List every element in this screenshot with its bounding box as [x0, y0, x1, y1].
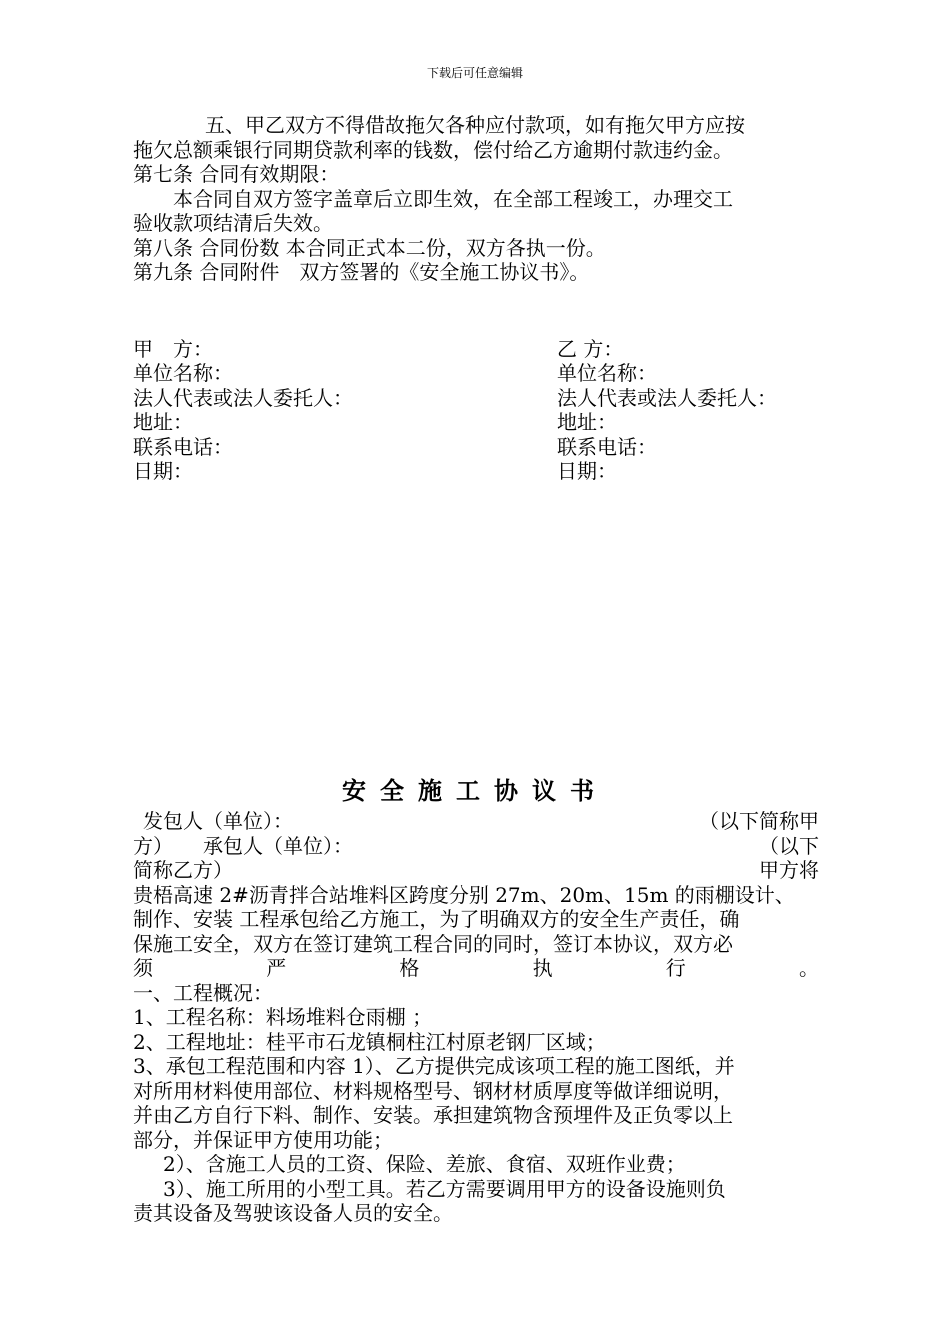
- agreement-line: 贵梧高速 2#沥青拌合站堆料区跨度分别 27m、20m、15m 的雨棚设计、: [133, 883, 795, 907]
- agreement-line: 并由乙方自行下料、制作、安装。承担建筑物含预埋件及正负零以上: [133, 1103, 733, 1127]
- agreement-char: 须: [133, 956, 153, 980]
- agreement-line: 2、工程地址：桂平市石龙镇桐柱江村原老钢厂区域；: [133, 1030, 606, 1054]
- party-a-label: 甲 方：: [133, 337, 213, 361]
- agreement-char: 严: [266, 956, 287, 980]
- party-b-unit: 单位名称：: [557, 361, 657, 385]
- agreement-line: 2）、含施工人员的工资、保险、差旅、食宿、双班作业费；: [163, 1152, 686, 1176]
- article-heading: 第七条 合同有效期限：: [133, 162, 340, 186]
- agreement-line: [133, 858, 823, 883]
- section-heading: 一、工程概况：: [133, 981, 273, 1005]
- agreement-line: 3）、施工所用的小型工具。若乙方需要调用甲方的设备设施则负: [163, 1177, 726, 1201]
- party-b-label: 乙 方：: [557, 337, 624, 361]
- agreement-text: 方） 承包人（单位）：: [133, 834, 353, 858]
- agreement-text: （以下: [759, 834, 819, 858]
- agreement-line: [133, 834, 823, 859]
- party-a-unit: 单位名称：: [133, 361, 233, 385]
- agreement-text: 甲方将: [759, 858, 819, 882]
- party-a-date: 日期：: [133, 459, 193, 483]
- agreement-line: 3、承包工程范围和内容 1）、乙方提供完成该项工程的施工图纸，并: [133, 1054, 735, 1078]
- agreement-line: 保施工安全，双方在签订建筑工程合同的同时，签订本协议，双方必: [133, 932, 733, 956]
- agreement-line: 责其设备及驾驶该设备人员的安全。: [133, 1201, 453, 1225]
- agreement-char: 执: [532, 956, 553, 980]
- agreement-line: 对所用材料使用部位、材料规格型号、钢材材质厚度等做详细说明，: [133, 1079, 733, 1103]
- agreement-line: 1、工程名称：料场堆料仓雨棚 ；: [133, 1005, 433, 1029]
- contract-line: 验收款项结清后失效。: [133, 211, 333, 235]
- party-b-phone: 联系电话：: [557, 435, 657, 459]
- page-header: 下载后可任意编辑: [426, 66, 523, 80]
- agreement-text: （以下简称甲: [699, 809, 819, 833]
- contract-line: 拖欠总额乘银行同期贷款利率的钱数，偿付给乙方逾期付款违约金。: [133, 138, 733, 162]
- article-heading: 第九条 合同附件 双方签署的《安全施工协议书》。: [133, 260, 590, 284]
- agreement-text: 发包人（单位）：: [143, 809, 293, 833]
- party-b-date: 日期：: [557, 459, 617, 483]
- contract-line: 五、甲乙双方不得借故拖欠各种应付款项，如有拖欠甲方应按: [205, 113, 745, 137]
- agreement-char: 行: [665, 956, 686, 980]
- agreement-title: 安全施工协议书: [342, 776, 608, 805]
- party-a-addr: 地址：: [133, 410, 193, 434]
- agreement-line: [133, 809, 823, 834]
- party-a-phone: 联系电话：: [133, 435, 233, 459]
- agreement-line: 部分，并保证甲方使用功能；: [133, 1128, 393, 1152]
- article-heading: 第八条 合同份数 本合同正式本二份，双方各执一份。: [133, 236, 606, 260]
- contract-line: 本合同自双方签字盖章后立即生效，在全部工程竣工，办理交工: [173, 187, 733, 211]
- party-b-addr: 地址：: [557, 410, 617, 434]
- party-b-rep: 法人代表或法人委托人：: [557, 386, 777, 410]
- agreement-text: 简称乙方）: [133, 858, 233, 882]
- agreement-char: 。: [798, 956, 819, 980]
- agreement-line: 制作、安装 工程承包给乙方施工，为了明确双方的安全生产责任，确: [133, 907, 740, 931]
- agreement-line: [133, 956, 823, 981]
- agreement-char: 格: [399, 956, 420, 980]
- party-a-rep: 法人代表或法人委托人：: [133, 386, 353, 410]
